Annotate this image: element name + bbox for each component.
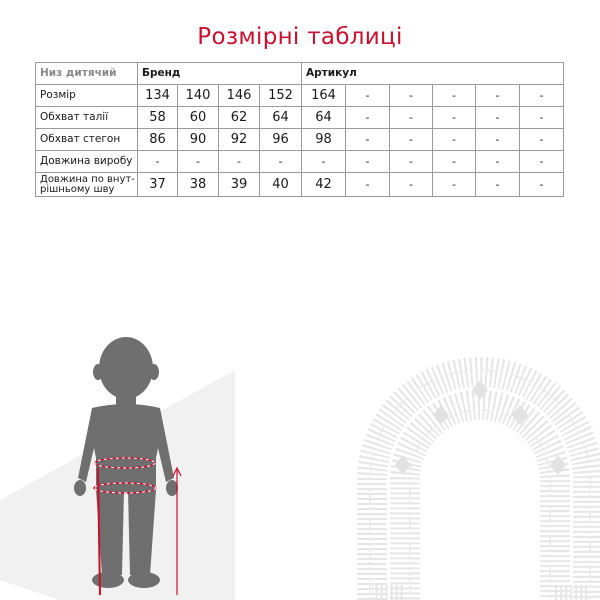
- category-label: Низ дитячий: [36, 63, 138, 85]
- measurement-illustration: [0, 330, 600, 600]
- table-cell: 140: [178, 85, 219, 107]
- table-cell: -: [433, 151, 476, 173]
- table-cell: -: [476, 85, 520, 107]
- table-cell: -: [390, 173, 433, 197]
- table-cell: -: [346, 151, 390, 173]
- table-cell: 38: [178, 173, 219, 197]
- table-cell: -: [476, 129, 520, 151]
- table-cell: 96: [260, 129, 302, 151]
- table-cell: -: [433, 129, 476, 151]
- table-cell: -: [390, 129, 433, 151]
- table-cell: -: [520, 85, 564, 107]
- table-cell: -: [520, 151, 564, 173]
- table-cell: 37: [138, 173, 178, 197]
- table-cell: 92: [219, 129, 260, 151]
- ukrainian-embroidery-arch-icon: [370, 370, 590, 600]
- table-cell: 39: [219, 173, 260, 197]
- table-cell: 86: [138, 129, 178, 151]
- table-header-row: [36, 63, 564, 85]
- table-row: [36, 151, 564, 173]
- table-cell: -: [390, 85, 433, 107]
- table-cell: 164: [302, 85, 346, 107]
- table-cell: -: [433, 85, 476, 107]
- table-cell: -: [433, 173, 476, 197]
- table-cell: 40: [260, 173, 302, 197]
- table-cell: 90: [178, 129, 219, 151]
- table-cell: -: [390, 107, 433, 129]
- table-cell: 98: [302, 129, 346, 151]
- table-cell: 58: [138, 107, 178, 129]
- table-cell: -: [178, 151, 219, 173]
- table-cell: 60: [178, 107, 219, 129]
- table-row: [36, 85, 564, 107]
- table-cell: 64: [260, 107, 302, 129]
- row-label: Обхват стегон: [36, 129, 138, 151]
- row-label: Довжина по внут- рішньому шву: [36, 173, 138, 197]
- table-cell: -: [346, 85, 390, 107]
- table-cell: 62: [219, 107, 260, 129]
- table-cell: -: [520, 107, 564, 129]
- table-cell: -: [476, 151, 520, 173]
- table-cell: -: [219, 151, 260, 173]
- table-cell: -: [260, 151, 302, 173]
- table-cell: 42: [302, 173, 346, 197]
- table-cell: -: [433, 107, 476, 129]
- article-label: Артикул: [302, 63, 564, 85]
- table-cell: -: [346, 107, 390, 129]
- table-cell: -: [138, 151, 178, 173]
- table-cell: 134: [138, 85, 178, 107]
- table-cell: -: [302, 151, 346, 173]
- table-cell: -: [476, 173, 520, 197]
- brand-label: Бренд: [138, 63, 302, 85]
- table-cell: 146: [219, 85, 260, 107]
- table-row: [36, 107, 564, 129]
- table-cell: -: [346, 129, 390, 151]
- table-cell: 152: [260, 85, 302, 107]
- table-cell: -: [346, 173, 390, 197]
- table-cell: -: [520, 173, 564, 197]
- table-cell: -: [476, 107, 520, 129]
- size-table: [35, 62, 564, 197]
- table-cell: -: [390, 151, 433, 173]
- page-title: Розмірні таблиці: [197, 24, 403, 50]
- row-label: Обхват талії: [36, 107, 138, 129]
- table-cell: -: [520, 129, 564, 151]
- row-label: Довжина виробу: [36, 151, 138, 173]
- table-row: [36, 129, 564, 151]
- row-label: Розмір: [36, 85, 138, 107]
- table-cell: 64: [302, 107, 346, 129]
- table-row: [36, 173, 564, 197]
